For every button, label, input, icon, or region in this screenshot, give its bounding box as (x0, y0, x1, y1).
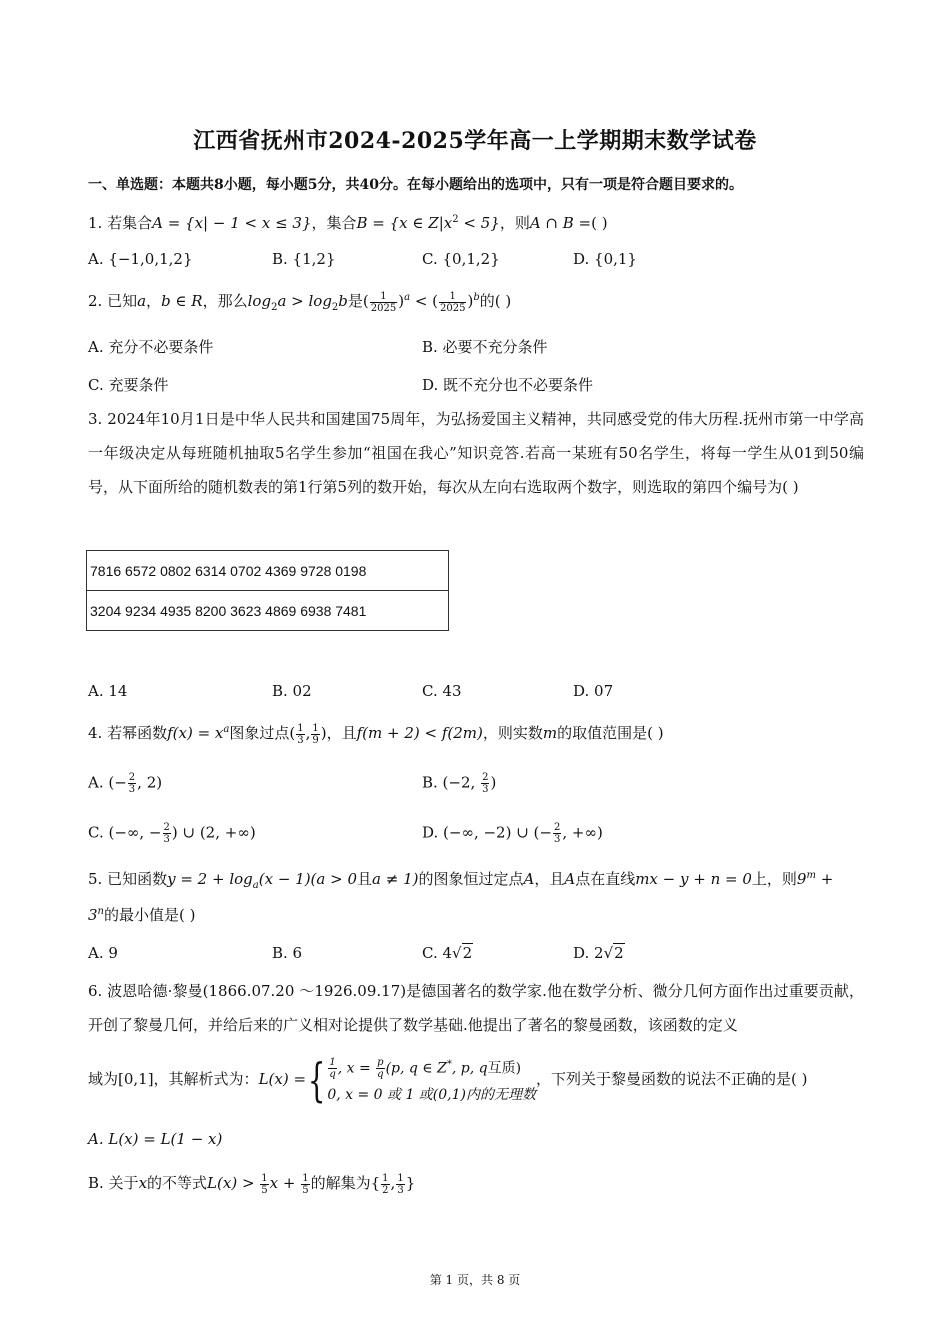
q2-var-b: b (338, 292, 348, 310)
fraction-numerator: 2 (163, 822, 170, 833)
q1-exponent: 2 (452, 214, 459, 225)
q1-option-b: B. {1,2} (272, 250, 336, 268)
option-fraction (301, 1173, 309, 1196)
q1-set-b-end: < 5} (458, 214, 500, 232)
case-star: * (446, 1059, 452, 1070)
q5-log-base: a (252, 880, 259, 891)
q2-log: log (247, 292, 272, 310)
q5-text: ，且 (534, 870, 565, 888)
q5-text: 点在直线 (575, 870, 636, 888)
page-title: 江西省抚州市2024-2025学年高一上学期期末数学试卷 (193, 128, 757, 154)
q5-option-b: B. 6 (272, 944, 303, 962)
q1-option-c: C. {0,1,2} (422, 250, 500, 268)
q4-text: 的取值范围是( ) (557, 724, 664, 742)
q1-option-d: D. {0,1} (573, 250, 637, 268)
question-6-definition (88, 1052, 807, 1108)
q5-exp-n: n (97, 906, 104, 917)
fraction-denominator: 3 (297, 734, 304, 746)
case-text: 互质) (487, 1060, 522, 1077)
q4-fraction (311, 723, 319, 746)
q2-log-base: 2 (271, 302, 278, 313)
fraction-numerator: 1 (312, 722, 319, 734)
fraction-denominator: 9 (312, 734, 319, 746)
q1-blank: ( ) (591, 214, 608, 232)
q2-log-base: 2 (331, 302, 339, 313)
q2-exp-a: a (404, 292, 411, 303)
option-text: C. 4 (422, 944, 453, 962)
fraction-numerator: 1 (397, 1172, 404, 1184)
sqrt-radicand: 2 (462, 944, 473, 962)
q6-option-b: B. 关于x的不等式L(x) > $\frac{1}{5}$ x + $\frac{1}{5}$ 的解集为{ $\frac{1}{2}$ , $\frac{1}{3}$ } (88, 1172, 416, 1196)
q3-option-a: A. 14 (88, 682, 128, 700)
q1-set-b: B = {x ∈ Z|x (356, 214, 453, 232)
q3-option-b: B. 02 (272, 682, 312, 700)
q4-fraction (296, 723, 304, 746)
brace-icon: { (307, 1052, 326, 1107)
option-fraction (481, 772, 489, 795)
question-6: 6. 波恩哈德·黎曼(1866.07.20 ～1926.09.17)是德国著名的数学家.他在数学分析、微分几何方面作出过重要贡献，开创了黎曼几何，并给后来的广义相对论提供了数学基础.他提出了著名的黎曼函数，该函数的定义 (88, 982, 864, 1034)
q1-text: ，则 (499, 214, 530, 232)
option-fraction (381, 1173, 389, 1196)
q2-option-b: B. 必要不充分条件 (422, 338, 548, 356)
fraction-denominator: 5 (261, 1184, 268, 1196)
option-fraction (260, 1173, 268, 1196)
fraction-denominator: 3 (553, 834, 561, 845)
q1-option-a: A. {−1,0,1,2} (88, 250, 193, 268)
q2-text: ， (146, 292, 162, 310)
q5-condition: a ≠ 1) (372, 870, 419, 888)
case-text: , p, q (451, 1060, 488, 1077)
piecewise-cases (327, 1052, 536, 1108)
question-2: 2. 已知a，b ∈ R，那么$\log_2a > \log_2b$是( $\frac{1}{2025}$ )$^a$ < ( $\frac{1}{2025}$ )$^b$的( ) (88, 290, 512, 314)
q6-text: ，下列关于黎曼函数的说法不正确的是( ) (536, 1069, 808, 1088)
q6-text: 域为[0,1]，其解析式为： (88, 1069, 259, 1088)
option-text: , +∞) (562, 823, 603, 842)
question-4: 4. 若幂函数$f(x) = x^a$图象过点( $\frac{1}{3}$ , $\frac{1}{9}$ )，且f(m + 2) < f(2m)，则实数m的取值范围是( ) (88, 722, 664, 746)
sqrt-radicand: 2 (614, 944, 624, 962)
table-cell: 7816 6572 0802 6314 0702 4369 9728 0198 (87, 551, 449, 591)
q6-option-a: A. L(x) = L(1 − x) (88, 1130, 223, 1148)
q5-exp-m: m (806, 870, 816, 881)
q4-option-b (422, 772, 496, 795)
case-fraction (328, 1057, 336, 1080)
table-row (87, 551, 449, 591)
option-text: ) (490, 773, 497, 792)
option-text: B. 关于 (88, 1174, 139, 1192)
question-3: 3. 2024年10月1日是中华人民共和国建国75周年，为弘扬爱国主义精神，共同感受党的伟大历程.抚州市第一中学高一年级决定从每班随机抽取5名学生参加“祖国在我心”知识竞答.若高一某班有50名学生，将每一学生从01到50编号，从下面所给的随机数表的第1行第5列的数开始，每次从左向右选取两个数字，则选取的第四个编号为( ) (88, 410, 864, 496)
fraction-numerator: 1 (382, 1172, 389, 1184)
question-5 (88, 868, 833, 891)
fraction-denominator: 5 (302, 1184, 309, 1196)
q5-line-eq: mx − y + n = 0 (635, 870, 752, 888)
fraction-numerator: 2 (482, 772, 489, 783)
q2-option-a: A. 充分不必要条件 (88, 338, 214, 356)
q5-text: 的图象恒过定点 (418, 870, 524, 888)
option-text: 的解集为{ (310, 1174, 381, 1192)
q2-option-d: D. 既不充分也不必要条件 (422, 376, 594, 394)
case-1 (327, 1052, 536, 1082)
option-text: A. (− (88, 773, 127, 792)
q4-inequality: f(m + 2) < f(2m) (356, 724, 483, 742)
q2-var-a: a (137, 292, 147, 310)
q4-text: ，则实数 (482, 724, 543, 742)
fraction-numerator: 1 (439, 291, 466, 303)
q5-condition: (x − 1)(a > 0 (258, 870, 357, 888)
option-math: x + (269, 1174, 296, 1192)
q4-option-c (88, 822, 256, 845)
case-text: (p, q ∈ Z (385, 1060, 447, 1077)
q3-option-c: C. 43 (422, 682, 462, 700)
option-fraction (553, 822, 561, 845)
table-row (87, 591, 449, 631)
fraction-denominator: 2025 (440, 302, 466, 314)
q2-exp-b: b (473, 292, 480, 303)
q2-text: ，那么 (202, 292, 248, 310)
q2-text: < ( (410, 292, 439, 310)
q5-function: y = 2 + log (167, 870, 253, 888)
q5-point-a: A (564, 870, 576, 888)
option-fraction (396, 1173, 404, 1196)
option-text: D. 2 (573, 944, 604, 962)
q2-log-ineq: a > log (277, 292, 332, 310)
q2-b-in-r: b ∈ R (161, 292, 203, 310)
q2-option-c: C. 充要条件 (88, 376, 169, 394)
q5-text: 的最小值是( ) (104, 906, 196, 924)
q1-text: 1. 若集合 (88, 214, 153, 232)
case-2: 0, x = 0 或 1 或(0,1)内的无理数 (327, 1086, 536, 1103)
random-number-table (86, 550, 449, 631)
option-var: x (138, 1174, 148, 1192)
table-cell: 3204 9234 4935 8200 3623 4869 6938 7481 (87, 591, 449, 631)
q5-text: 且 (357, 870, 373, 888)
q2-fraction (370, 291, 397, 314)
fraction-numerator: 2 (128, 772, 136, 783)
q4-text: )，且 (320, 724, 357, 742)
q3-option-d: D. 07 (573, 682, 614, 700)
option-text: , 2) (137, 773, 163, 792)
page-footer: 第 1 页，共 8 页 (429, 1273, 521, 1287)
q1-set-a: A = {x| − 1 < x ≤ 3} (152, 214, 312, 232)
option-text: ) ∪ (2, +∞) (171, 823, 256, 842)
fraction-numerator: 1 (297, 722, 304, 734)
option-text: 的不等式 (147, 1174, 208, 1192)
fraction-denominator: q (329, 1069, 336, 1081)
q5-option-d: D. 2√2 (573, 944, 624, 962)
q6-function: L(x) = (258, 1069, 307, 1088)
fraction-denominator: 3 (397, 1184, 404, 1196)
question-1 (88, 212, 608, 233)
option-fraction (163, 822, 171, 845)
fraction-numerator: p (377, 1057, 384, 1069)
q4-text: 4. 若幂函数 (88, 724, 168, 742)
fraction-denominator: 3 (128, 784, 136, 795)
fraction-denominator: 2 (382, 1184, 389, 1196)
fraction-numerator: 1 (370, 291, 397, 303)
q4-option-d (422, 822, 603, 845)
option-text: } (405, 1174, 416, 1192)
q5-option-c: C. 4√2 (422, 944, 473, 962)
fraction-denominator: q (377, 1069, 384, 1081)
q4-text: 图象过点( (229, 724, 296, 742)
q5-nine: 9 (796, 870, 807, 888)
option-math: L(x) > (207, 1174, 255, 1192)
option-text: C. (−∞, − (88, 823, 162, 842)
q4-exponent: a (223, 724, 230, 735)
option-text: B. (−2, (422, 773, 481, 792)
q1-text: ，集合 (311, 214, 357, 232)
fraction-numerator: 1 (329, 1057, 336, 1069)
q5-three: 3 (88, 906, 98, 924)
q5-option-a: A. 9 (88, 944, 118, 962)
fraction-denominator: 2025 (370, 302, 397, 314)
q2-text: 2. 已知 (88, 292, 138, 310)
fraction-denominator: 3 (163, 834, 170, 845)
q2-fraction (439, 291, 466, 314)
fraction-numerator: 2 (553, 822, 561, 833)
q5-text: 上，则 (751, 870, 797, 888)
q4-function: f(x) = x (167, 724, 224, 742)
question-5-line2 (88, 904, 195, 925)
case-fraction (376, 1057, 384, 1080)
option-text: D. (−∞, −2) ∪ (− (422, 823, 552, 842)
q5-point-a: A (523, 870, 535, 888)
q1-intersection: A ∩ B = (529, 214, 592, 232)
section-heading: 一、单选题：本题共8小题，每小题5分，共40分。在每小题给出的选项中，只有一项是符合题目要求的。 (88, 177, 743, 193)
q5-text: 5. 已知函数 (88, 870, 168, 888)
fraction-numerator: 1 (261, 1172, 268, 1184)
fraction-numerator: 1 (302, 1172, 309, 1184)
q2-text: 是( (347, 292, 369, 310)
q4-option-a (88, 772, 162, 795)
q2-text: 的( ) (479, 292, 512, 310)
option-fraction (128, 772, 136, 795)
q5-plus: + (815, 870, 834, 888)
case-text: , x = (337, 1060, 376, 1077)
fraction-denominator: 3 (482, 784, 489, 795)
q4-var-m: m (542, 724, 558, 742)
